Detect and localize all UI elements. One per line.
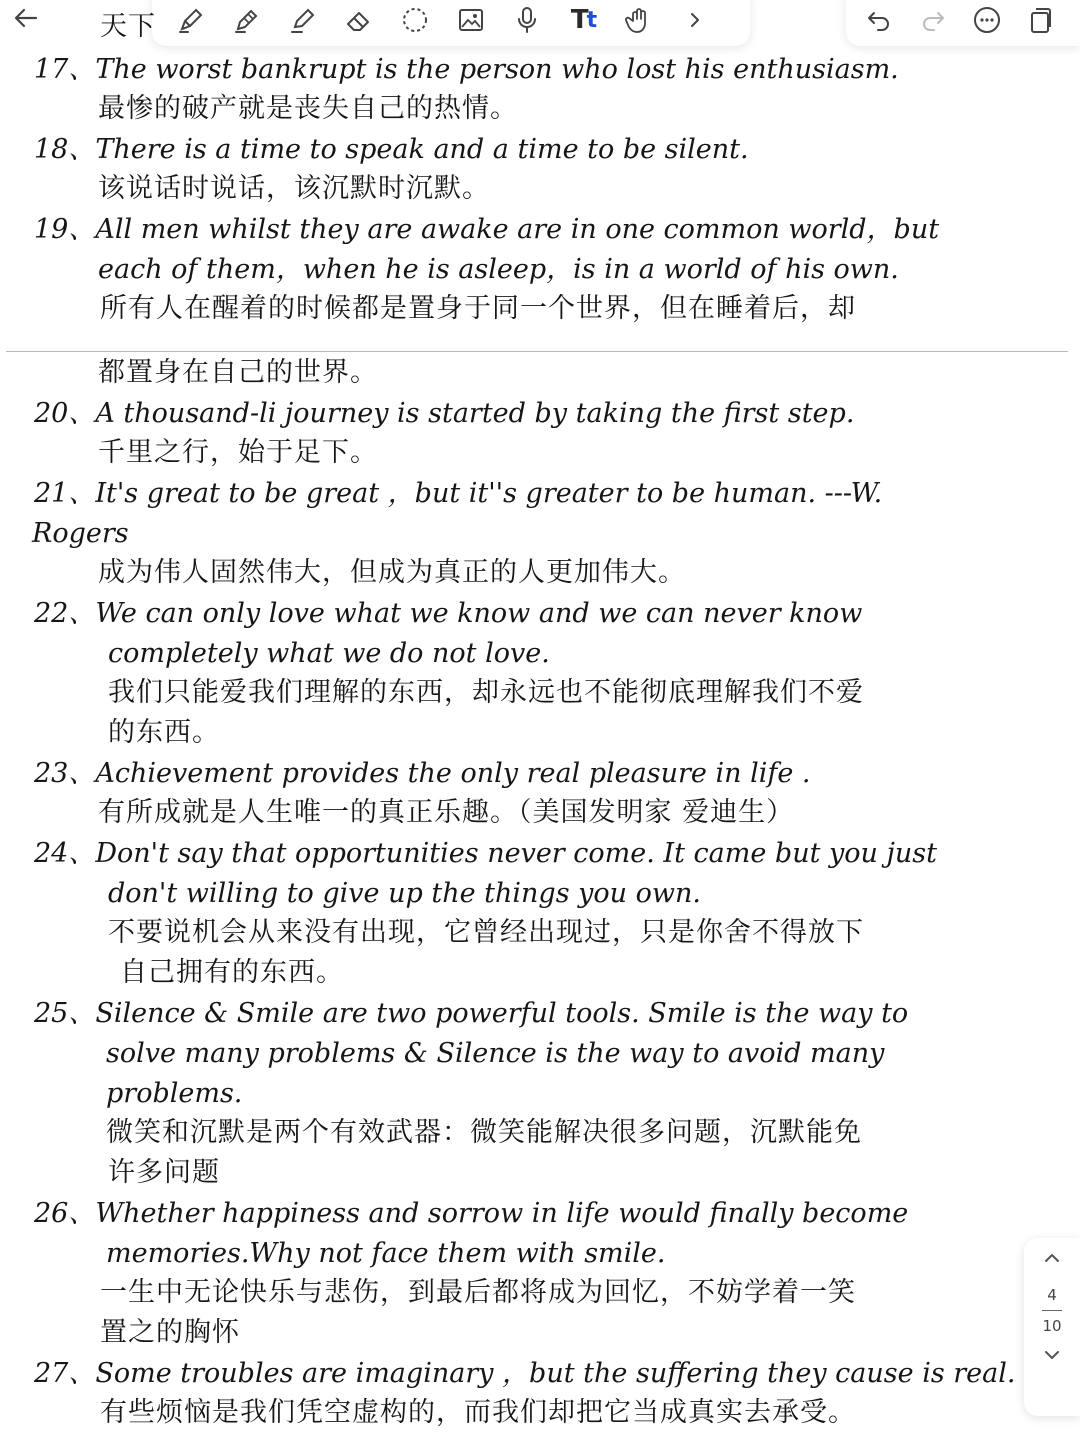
microphone-icon [512,5,542,35]
eraser-icon [344,5,374,35]
note-line: solve many problems & Silence is the way to avoid many [106,1038,885,1069]
pages-button[interactable] [1024,3,1058,37]
note-line: 成为伟人固然伟大，但成为真正的人更加伟大。 [98,557,686,588]
note-line: 置之的胸怀 [100,1317,240,1348]
back-button[interactable] [0,0,52,36]
note-line: 许多问题 [108,1157,220,1188]
more-icon [972,5,1002,35]
page-navigator [1024,1238,1080,1416]
drawing-toolbar [152,0,750,46]
note-line: 我们只能爱我们理解的东西，却永远也不能彻底理解我们不爱 [108,677,864,708]
image-tool-button[interactable] [454,3,488,37]
note-line: 最惨的破产就是丧失自己的热情。 [98,93,518,124]
text-tool-button[interactable] [566,3,600,37]
text-tool-icon-small: t [586,7,596,33]
current-page-number: 4 [1047,1286,1057,1304]
note-line: 都置身在自己的世界。 [98,357,378,388]
note-line: 有些烦恼是我们凭空虚构的，而我们却把它当成真实去承受。 [100,1397,856,1428]
note-line: 微笑和沉默是两个有效武器：微笑能解决很多问题，沉默能免 [106,1117,862,1148]
highlighter-icon [288,5,318,35]
pencil-tool-button[interactable] [230,3,264,37]
total-page-count: 10 [1042,1317,1062,1335]
note-line: 所有人在醒着的时候都是置身于同一个世界，但在睡着后，却 [100,293,856,324]
more-button[interactable] [970,3,1004,37]
chevron-down-icon [1041,1344,1063,1366]
lasso-tool-button[interactable] [398,3,432,37]
text-tool-icon: T [570,5,587,35]
note-line: 的东西。 [108,717,220,748]
note-line: each of them，when he is asleep，is in a world of his own. [98,254,899,285]
lasso-icon [400,5,430,35]
note-line: 不要说机会从来没有出现，它曾经出现过，只是你舍不得放下 [108,917,864,948]
redo-button[interactable] [916,3,950,37]
undo-icon [864,5,894,35]
note-line: Rogers [32,518,129,549]
note-line: 26、Whether happiness and sorrow in life would finally become [34,1198,909,1229]
highlighter-tool-button[interactable] [286,3,320,37]
pencil-icon [232,5,262,35]
chevron-up-icon [1041,1247,1063,1269]
back-arrow-icon [12,4,40,32]
microphone-tool-button[interactable] [510,3,544,37]
chevron-right-icon [680,5,710,35]
note-line: 千里之行，始于足下。 [98,437,378,468]
note-line: don't willing to give up the things you own. [108,878,701,909]
note-line: problems. [106,1078,243,1109]
note-line: 20、A thousand-li journey is started by taking the first step. [34,398,855,429]
note-line: 一生中无论快乐与悲伤，到最后都将成为回忆，不妨学着一笑 [100,1277,856,1308]
pages-icon [1026,5,1056,35]
note-line: completely what we do not love. [108,638,550,669]
hand-icon [624,5,654,35]
note-line: 天下 [100,11,156,42]
redo-icon [918,5,948,35]
note-line: 21、It's great to be great ，but it''s greater to be human. ---W. [34,478,883,509]
note-line: 有所成就是人生唯一的真正乐趣。（美国发明家 爱迪生） [98,797,795,828]
previous-page-button[interactable] [1032,1238,1072,1278]
image-icon [456,5,486,35]
note-line: 18、There is a time to speak and a time to be silent. [34,134,749,165]
hand-tool-button[interactable] [622,3,656,37]
page-number-divider [1042,1310,1062,1311]
note-line: 27、Some troubles are imaginary ，but the suffering they cause is real. [34,1358,1016,1389]
history-toolbar [846,0,1080,46]
page-divider [6,351,1068,352]
note-line: 17、The worst bankrupt is the person who lost his enthusiasm. [34,54,899,85]
toolbar-expand-button[interactable] [678,3,712,37]
pen-icon [176,5,206,35]
note-line: 19、All men whilst they are awake are in one common world，but [34,214,940,245]
note-line: 25、Silence & Smile are two powerful tools. Smile is the way to [34,998,909,1029]
note-line: 自己拥有的东西。 [120,957,344,988]
next-page-button[interactable] [1032,1335,1072,1375]
note-line: memories.Why not face them with smile. [106,1238,666,1269]
pen-tool-button[interactable] [174,3,208,37]
note-line: 24、Don't say that opportunities never come. It came but you just [34,838,937,869]
eraser-tool-button[interactable] [342,3,376,37]
note-line: 23、Achievement provides the only real pleasure in life . [34,758,811,789]
note-line: 该说话时说话，该沉默时沉默。 [98,173,490,204]
undo-button[interactable] [862,3,896,37]
note-line: 22、We can only love what we know and we can never know [34,598,863,629]
